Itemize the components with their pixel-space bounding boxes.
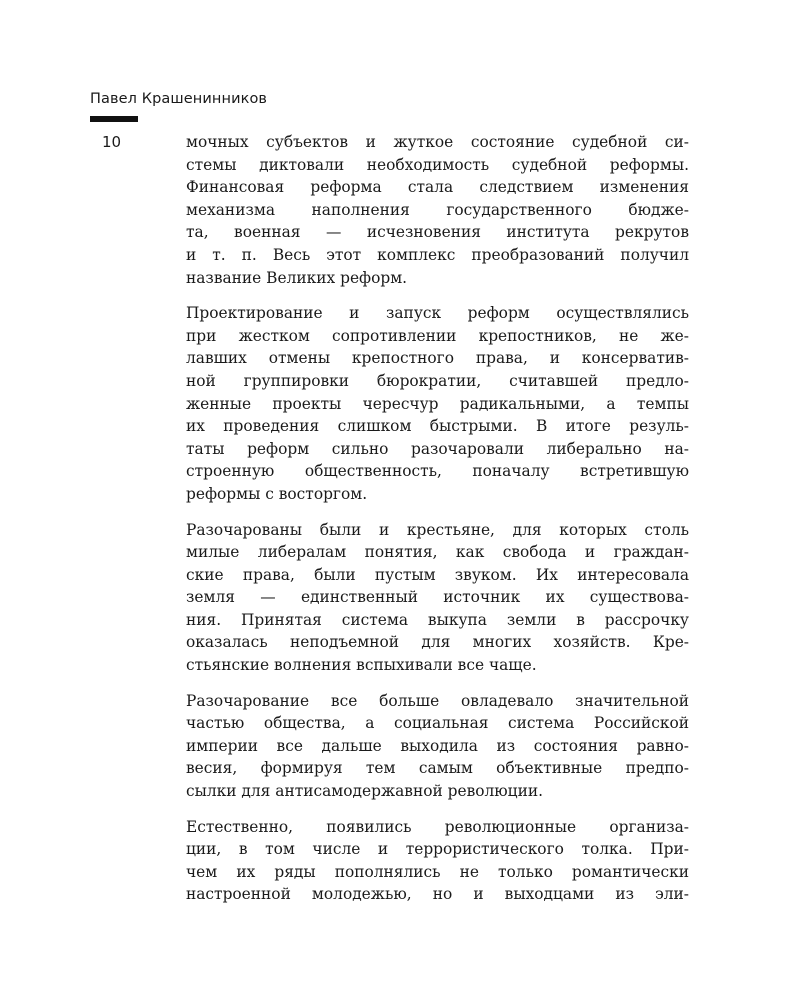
text-line: ния. Принятая система выкупа земли в рассрочку [186,610,689,629]
text-line: та, военная — исчезновения института рекрутов [186,223,689,242]
text-line: ной группировки бюрократии, считавшей предло- [186,371,689,390]
text-line: ские права, были пустым звуком. Их интересовала [186,565,689,584]
text-line: Разочарованы были и крестьяне, для которых столь [186,520,689,539]
text-line: Проектирование и запуск реформ осуществлялись [186,304,689,323]
paragraph-4 [186,690,689,803]
text-line: стьянские волнения вспыхивали все чаще. [186,656,537,675]
text-line: механизма наполнения государственного бюдже- [186,200,689,219]
header-rule [90,116,138,122]
text-line: и т. п. Весь этот комплекс преобразований получил [186,245,689,264]
text-line: лавших отмены крепостного права, и консерватив- [186,349,689,368]
body-text [186,131,689,919]
text-line: при жестком сопротивлении крепостников, не же- [186,326,689,345]
page-number: 10 [102,133,122,151]
text-line: сылки для антисамодержавной революции. [186,782,543,801]
text-line: настроенной молодежью, но и выходцами из эли- [186,885,689,904]
paragraph-1 [186,131,689,289]
text-line: мочных субъектов и жуткое состояние судебной си- [186,133,689,151]
text-line: оказалась неподъемной для многих хозяйств. Кре- [186,633,689,652]
text-line: строенную общественность, поначалу встретившую [186,462,689,481]
text-line: ции, в том числе и террористического толка. При- [186,840,689,859]
text-line: земля — единственный источник их существова- [186,588,689,607]
paragraph-5 [186,816,689,906]
text-line: их проведения слишком быстрыми. В итоге резуль- [186,417,689,436]
text-line: стемы диктовали необходимость судебной реформы. [186,155,689,174]
running-head-author: Павел Крашенинников [90,91,268,107]
text-line: чем их ряды пополнялись не только романтически [186,862,689,881]
text-line: весия, формируя тем самым объективные предпо- [186,759,689,778]
text-line: название Великих реформ. [186,268,408,287]
text-line: женные проекты чересчур радикальными, а темпы [186,394,689,413]
text-line: империи все дальше выходила из состояния равно- [186,736,689,755]
paragraph-3 [186,519,689,677]
text-line: милые либералам понятия, как свобода и граждан- [186,543,689,562]
text-line: таты реформ сильно разочаровали либерально на- [186,439,689,458]
text-line: Естественно, появились революционные организа- [186,817,689,836]
paragraph-2 [186,302,689,505]
text-line: Разочарование все больше овладевало значительной [186,691,689,710]
text-line: Финансовая реформа стала следствием изменения [186,178,689,197]
text-line: частью общества, а социальная система Российской [186,714,689,733]
text-line: реформы с восторгом. [186,484,368,503]
